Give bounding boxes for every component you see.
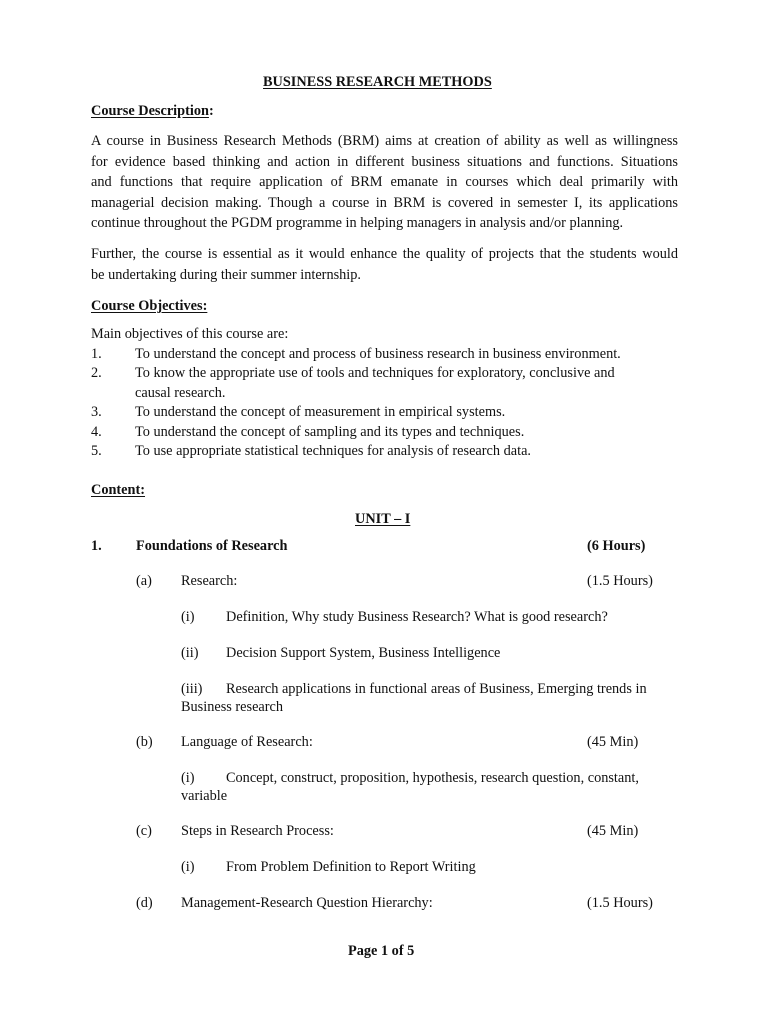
subsection-hours: (45 Min) [587, 823, 639, 839]
objective-number: 5. [91, 443, 102, 459]
subsection-hours: (1.5 Hours) [587, 573, 653, 589]
objectives-list [91, 325, 691, 462]
course-objectives-heading: Course Objectives: [91, 298, 208, 314]
content-heading: Content: [91, 482, 146, 498]
subsection-label: (a) [136, 573, 152, 589]
section-hours: (6 Hours) [587, 538, 646, 554]
course-description-heading [91, 101, 214, 121]
paragraph-line: managerial decision making. Though a course in BRM is covered in semester I, its applications [91, 194, 678, 211]
item-label: (i) [181, 859, 195, 875]
item-label: (i) [181, 609, 195, 625]
paragraph-line: continue throughout the PGDM programme in helping managers in analysis and/or planning. [91, 215, 624, 231]
subsection-hours: (1.5 Hours) [587, 895, 653, 911]
paragraph-line: Further, the course is essential as it would enhance the quality of projects that the students would [91, 246, 678, 262]
course-description-heading-text: Course Description [91, 103, 209, 119]
objective-item-continued [91, 384, 691, 404]
item-text: Research applications in functional areas of Business, Emerging trends in [226, 681, 647, 697]
objective-text: To use appropriate statistical techniques for analysis of research data. [135, 443, 531, 459]
objective-item [91, 364, 691, 384]
objective-item [91, 442, 691, 462]
paragraph-line: A course in Business Research Methods (BRM) aims at creation of ability as well as willingness [91, 133, 678, 149]
item-text: Concept, construct, proposition, hypothesis, research question, constant, [226, 770, 639, 786]
item-label: (iii) [181, 681, 203, 697]
section-number: 1. [91, 538, 102, 554]
objective-number: 4. [91, 423, 102, 440]
objective-text: To know the appropriate use of tools and techniques for exploratory, conclusive and [135, 365, 615, 381]
subsection-title: Steps in Research Process: [181, 823, 334, 839]
objectives-intro [91, 325, 691, 345]
item-label: (ii) [181, 645, 199, 661]
objective-number: 2. [91, 365, 102, 381]
objective-number: 3. [91, 404, 102, 420]
objective-item [91, 403, 691, 423]
objective-text: To understand the concept of sampling and its types and techniques. [135, 423, 525, 440]
item-text: From Problem Definition to Report Writing [226, 859, 476, 875]
item-text-continued: variable [181, 788, 228, 804]
objective-item [91, 345, 691, 365]
section-title: Foundations of Research [136, 538, 288, 554]
subsection-label: (b) [136, 734, 153, 750]
paragraph-line: and functions that require application of BRM emanate in courses which deal primarily with [91, 174, 678, 190]
subsection-title: Research: [181, 573, 238, 589]
course-description-paragraph-2 [91, 244, 678, 285]
item-text-continued: Business research [181, 699, 284, 715]
objective-text: causal research. [135, 384, 226, 401]
objectives-intro-text: Main objectives of this course are: [91, 326, 289, 342]
paragraph-line: be undertaking during their summer internship. [91, 266, 361, 283]
objective-item [91, 423, 691, 443]
item-text: Decision Support System, Business Intelligence [226, 645, 501, 661]
subsection-title: Language of Research: [181, 734, 313, 750]
unit-heading: UNIT – I [355, 511, 411, 527]
course-description-heading-colon: : [208, 103, 214, 119]
objective-text: To understand the concept of measurement in empirical systems. [135, 404, 506, 420]
course-description-paragraph-1 [91, 131, 678, 234]
subsection-label: (d) [136, 895, 153, 911]
paragraph-line: for evidence based thinking and action in different business situations and functions. Situations [91, 153, 678, 170]
objective-number: 1. [91, 345, 102, 362]
subsection-title: Management-Research Question Hierarchy: [181, 895, 433, 911]
item-label: (i) [181, 770, 195, 786]
document-title: BUSINESS RESEARCH METHODS [263, 74, 492, 90]
subsection-label: (c) [136, 823, 152, 839]
objective-text: To understand the concept and process of business research in business environment. [135, 345, 621, 362]
subsection-hours: (45 Min) [587, 734, 639, 750]
item-text: Definition, Why study Business Research? What is good research? [226, 609, 608, 625]
page-number: Page 1 of 5 [348, 943, 415, 959]
